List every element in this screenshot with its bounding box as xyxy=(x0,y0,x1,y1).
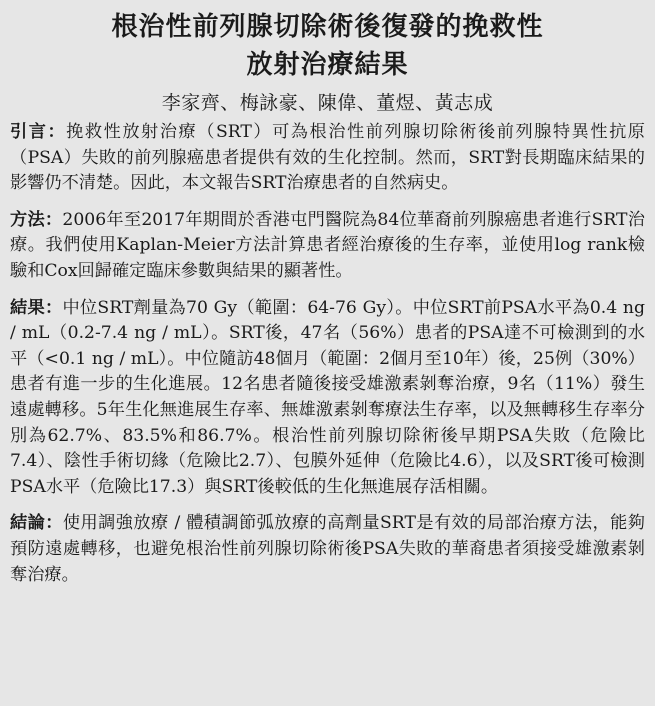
section-conclusion xyxy=(10,511,645,588)
section-label: 方法： xyxy=(10,209,63,230)
section-body: 使用調強放療 / 體積調節弧放療的高劑量SRT是有效的局部治療方法，能夠預防遠處轉移，也避免根治性前列腺切除術後PSA失敗的華裔患者須接受雄激素剝奪治療。 xyxy=(10,513,645,585)
page-title xyxy=(10,8,645,84)
section-label: 結論： xyxy=(10,513,63,534)
title-line-1: 根治性前列腺切除術後復發的挽救性 xyxy=(111,12,544,42)
author-list: 李家齊、梅詠豪、陳偉、董煜、黃志成 xyxy=(161,92,494,114)
section-label: 結果： xyxy=(10,297,63,318)
section-body: 2006年至2017年期間於香港屯門醫院為84位華裔前列腺癌患者進行SRT治療。我們使用Kaplan-Meier方法計算患者經治療後的生存率，並使用log rank檢驗和Cox回歸確定臨床參數與結果的顯著性。 xyxy=(10,209,645,281)
section-body: 挽救性放射治療（SRT）可為根治性前列腺切除術後前列腺特異性抗原（PSA）失敗的前列腺癌患者提供有效的生化控制。然而，SRT對長期臨床結果的影響仍不清楚。因此，本文報告SRT治療患者的自然病史。 xyxy=(10,122,645,194)
section-intro xyxy=(10,120,645,197)
section-methods xyxy=(10,208,645,285)
section-results xyxy=(10,296,645,501)
section-label: 引言： xyxy=(10,122,67,142)
title-line-2: 放射治療結果 xyxy=(246,50,409,80)
section-body: 中位SRT劑量為70 Gy（範圍：64-76 Gy）。中位SRT前PSA水平為0.4 ng / mL（0.2-7.4 ng / mL）。SRT後，47名（56%）患者的PSA達不可檢測到的水平（<0.1 ng / mL）。中位隨訪48個月（範圍：2個月至10年）後，25例（30%）患者有進一步的生化進展。12名患者隨後接受雄激素剝奪治療，9名（11%）發生遠處轉移。5年生化無進展生存率、無雄激素剝奪療法生存率，以及無轉移生存率分別為62.7%、83.5%和86.7%。根治性前列腺切除術後早期PSA失敗（危險比7.4）、陰性手術切緣（危險比2.7）、包膜外延伸（危險比4.6），以及SRT後可檢測PSA水平（危險比17.3）與SRT後較低的生化無進展存活相關。 xyxy=(10,297,645,497)
